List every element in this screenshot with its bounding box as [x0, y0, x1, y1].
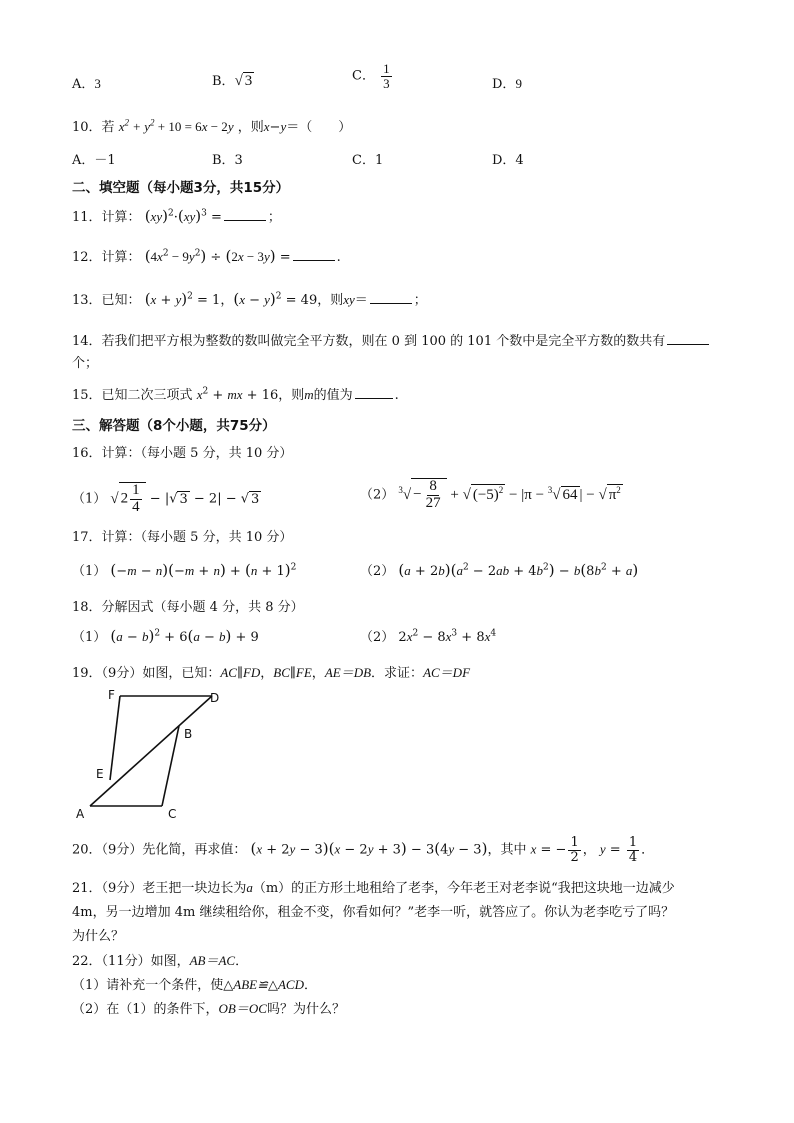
label-e: E: [96, 767, 104, 781]
section-3-heading: 三、解答题（8个小题，共75分）: [72, 418, 276, 434]
q18-part-1: （1） $(a - b)^2 + 6(a - b) + 9$: [72, 627, 259, 645]
question-22: 22．（11分）如图，AB＝AC．: [72, 953, 249, 969]
q11-answer-blank: [224, 219, 266, 221]
question-14-line-2: 个；: [72, 356, 99, 371]
section-2-heading: 二、填空题（每小题3分，共15分）: [72, 180, 290, 196]
question-17: 17．计算：（每小题 5 分，共 10 分）: [72, 530, 293, 545]
question-13: 13．已知： $(x + y)^2 = 1$，$(x - y)^2 = 49$，则xy＝ ；: [72, 290, 427, 308]
q10-option-a: A．－1: [72, 153, 116, 168]
label-b: B: [184, 727, 193, 741]
q16-part-2: （2） $^3$√ − $\frac{8}{27}$ + √ $(-5)^2 - |\pi - ^3√$ 64 | − √ $\pi^2$: [360, 478, 621, 511]
q9-option-b: B．√ 3: [212, 73, 253, 89]
question-16: 16．计算：（每小题 5 分，共 10 分）: [72, 446, 293, 461]
label-a: A: [76, 807, 85, 821]
question-15: 15．已知二次三项式 $x^2$ + mx + 16，则m的值为 .: [72, 386, 399, 403]
question-11: 11．计算： (xy)$^2$·(xy)$^3$ = ；: [72, 207, 281, 225]
question-12: 12．计算： $(4x^2 - 9y^2) \div (2x - 3y)$ = .: [72, 247, 341, 265]
question-19: 19．（9分）如图，已知：AC∥FD，BC∥FE，AE＝DB．求证：AC＝DF: [72, 665, 471, 681]
q9-option-d: D．9: [492, 76, 522, 92]
q14-answer-blank: [667, 343, 709, 345]
q12-answer-blank: [293, 259, 335, 261]
question-10: 10．若 $x^2 + y^2 + 10 = 6x - 2y$ ，则x−y＝（ ）: [72, 117, 352, 135]
q17-part-1: （1） $(-m - n)(-m + n) + (n + 1)^2$: [72, 561, 297, 579]
segment-fe: [110, 696, 120, 780]
question-18: 18．分解因式（每小题 4 分，共 8 分）: [72, 600, 304, 615]
label-c: C: [168, 807, 177, 821]
q15-answer-blank: [355, 397, 393, 399]
question-20: 20．（9分）先化简，再求值： (x + 2y − 3)(x − 2y + 3) − 3(4y − 3)，其中 x = − $\frac{1}{2}$ ， y = $\frac{1}{4}$ ．: [72, 835, 655, 865]
question-14-line-1: 14．若我们把平方根为整数的数叫做完全平方数，则在 0 到 100 的 101 个数中是完全平方数的数共有: [72, 330, 711, 349]
q13-answer-blank: [370, 302, 412, 304]
segment-ad: [90, 696, 212, 806]
q10-option-b: B．3: [212, 153, 243, 168]
q22-part-2: （2）在（1）的条件下，OB＝OC吗？为什么？: [72, 1001, 345, 1017]
q10-option-c: C．1: [352, 153, 384, 168]
q9-option-a: A．3: [72, 76, 101, 92]
q16-part-1: （1） √ 2 $\frac{1}{4}$ − |√ 3 − 2| − √ 3: [72, 482, 260, 515]
question-21-line-1: 21．（9分）老王把一块边长为a（m）的正方形土地租给了老李，今年老王对老李说“我把这块地一边减少: [72, 880, 675, 896]
q18-part-2: （2） $2x^2 - 8x^3 + 8x^4$: [360, 628, 497, 645]
q10-option-d: D．4: [492, 153, 524, 168]
label-f: F: [108, 688, 115, 702]
q17-part-2: （2） $(a + 2b)(a^2 - 2ab + 4b^2) - b(8b^2 + a)$: [360, 561, 639, 579]
q22-part-1: （1）请补充一个条件，使△ABE≌△ACD．: [72, 977, 318, 993]
geometry-figure: [72, 686, 222, 821]
question-21-line-3: 为什么？: [72, 929, 125, 944]
label-d: D: [210, 691, 220, 705]
q9-option-c: C． $\frac{1}{3}$: [352, 61, 390, 91]
question-21-line-2: 4m，另一边增加 4m 继续租给你，租金不变，你看如何？”老李一听，就答应了。你认为老李吃亏了吗？: [72, 905, 675, 920]
